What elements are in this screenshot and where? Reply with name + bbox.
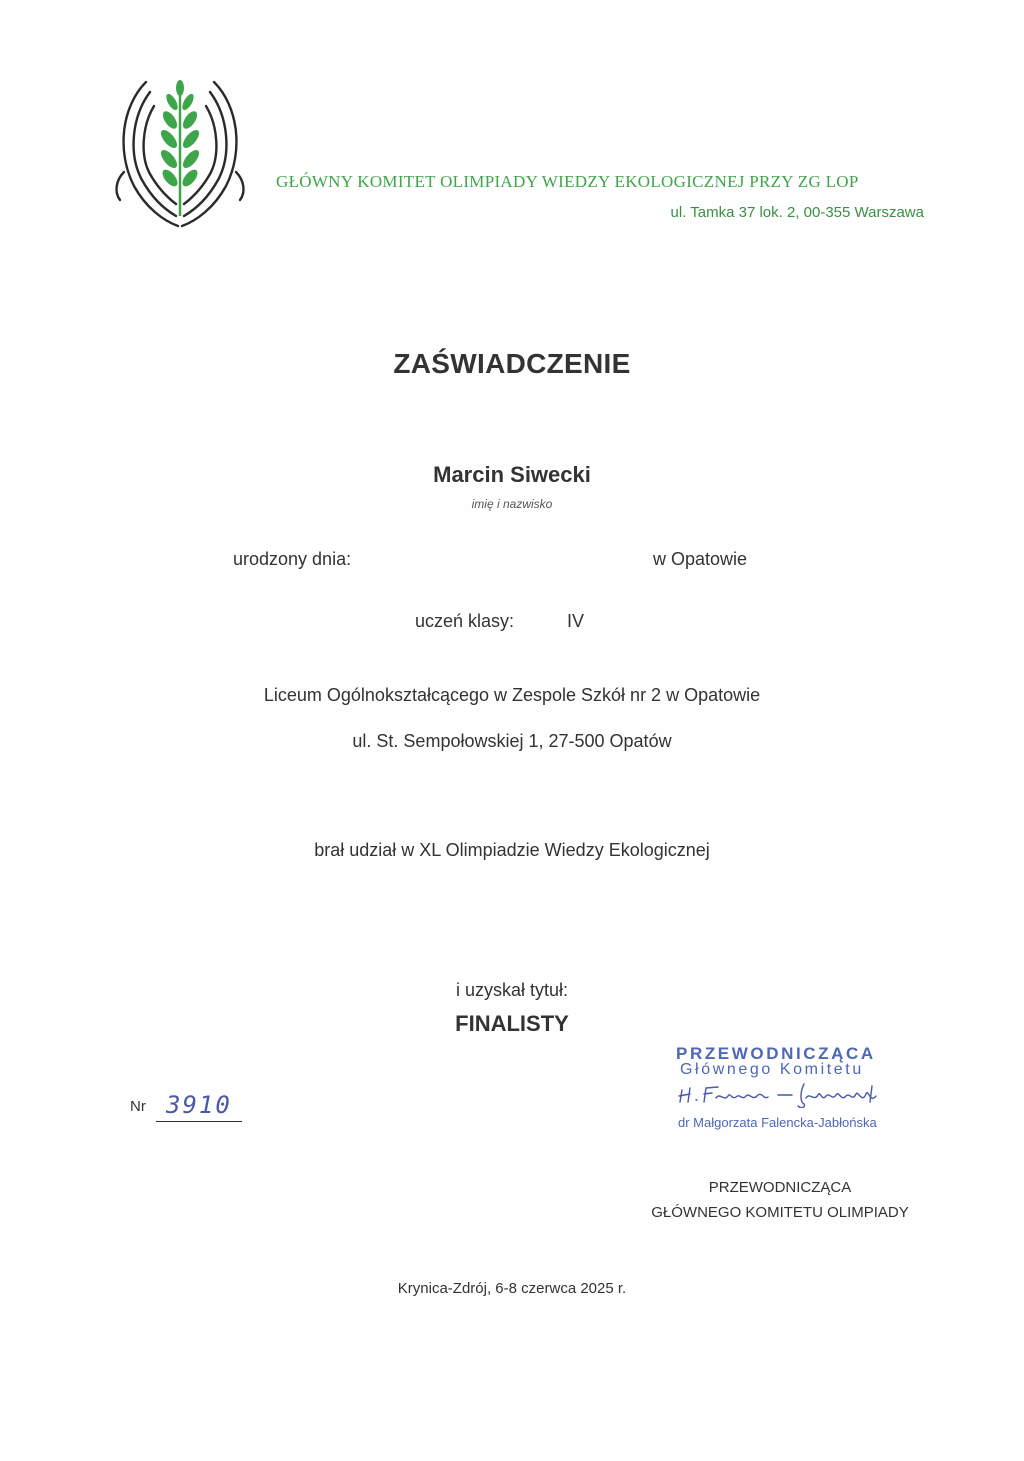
- logo-hands-plant-icon: [112, 76, 248, 230]
- school-name: Liceum Ogólnokształcącego w Zespole Szkół nr 2 w Opatowie: [263, 685, 761, 705]
- stamp-title: PRZEWODNICZĄCA: [676, 1044, 876, 1063]
- chair-stamp: [676, 1046, 926, 1130]
- certificate-number: 3910: [166, 1091, 232, 1119]
- chair-title-line2: GŁÓWNEGO KOMITETU OLIMPIADY: [651, 1204, 909, 1221]
- class-value: IV: [567, 611, 585, 631]
- person-name-caption: imię i nazwisko: [471, 497, 553, 511]
- organization-address: ul. Tamka 37 lok. 2, 00-355 Warszawa: [670, 204, 924, 221]
- birth-date-redacted: [400, 552, 610, 574]
- school-address: ul. St. Sempołowskiej 1, 27-500 Opatów: [352, 731, 672, 751]
- person-name: Marcin Siwecki: [433, 462, 591, 487]
- certificate-number-underline: [156, 1121, 242, 1122]
- place-and-date: Krynica-Zdrój, 6-8 czerwca 2025 r.: [397, 1280, 627, 1297]
- certificate-number-label: Nr: [130, 1098, 146, 1115]
- earned-title-label: i uzyskał tytuł:: [455, 980, 569, 1000]
- chair-signature-block: [580, 1175, 980, 1225]
- chair-title-line1: PRZEWODNICZĄCA: [708, 1179, 852, 1196]
- birth-place: w Opatowie: [653, 549, 748, 569]
- document-title: ZAŚWIADCZENIE: [393, 348, 631, 379]
- class-label: uczeń klasy:: [415, 611, 515, 631]
- stamp-subtitle: Głównego Komitetu: [680, 1061, 864, 1078]
- handwritten-signature: [676, 1080, 916, 1108]
- stamp-person-name: dr Małgorzata Falencka-Jabłońska: [678, 1115, 877, 1130]
- participation-statement: brał udział w XL Olimpiadzie Wiedzy Ekologicznej: [314, 840, 710, 860]
- birth-date-label: urodzony dnia:: [233, 549, 352, 569]
- earned-title: FINALISTY: [455, 1011, 569, 1036]
- organization-name: GŁÓWNY KOMITET OLIMPIADY WIEDZY EKOLOGICZNEJ PRZY ZG LOP: [276, 172, 859, 191]
